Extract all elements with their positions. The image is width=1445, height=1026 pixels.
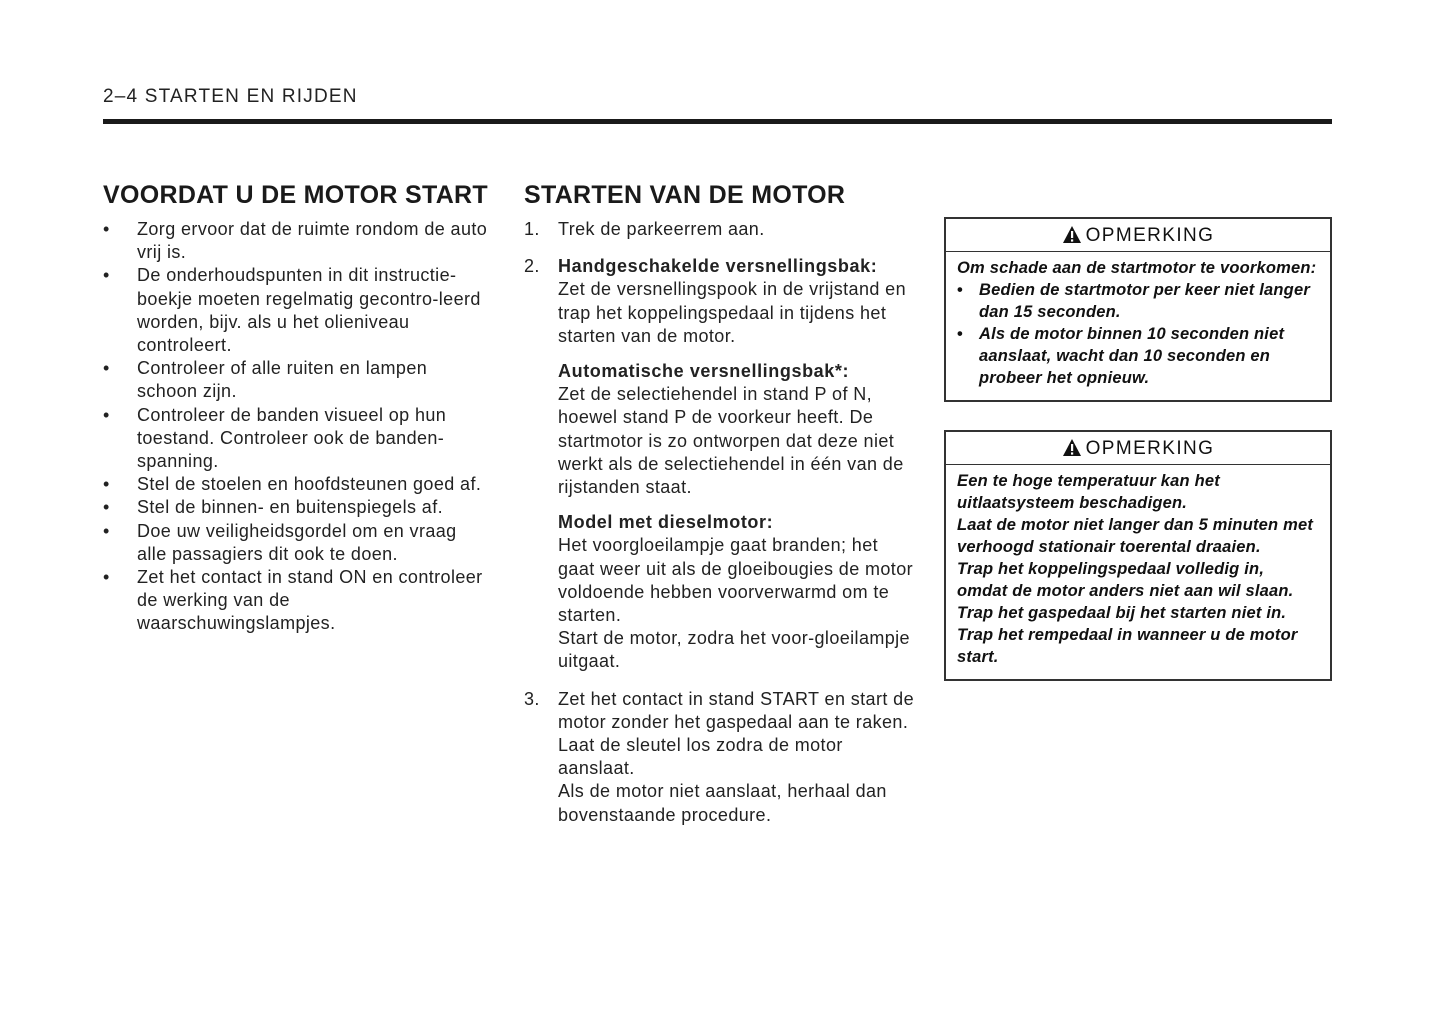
step-text: Trek de parkeerrem aan. — [558, 219, 765, 239]
note-line: Trap het gaspedaal bij het starten niet in. — [957, 604, 1287, 622]
starting-engine-section — [524, 178, 919, 827]
bullet-icon: • — [103, 474, 110, 495]
bullet-icon: • — [103, 497, 110, 518]
list-item: • Als de motor binnen 10 seconden niet aanslaat, wacht dan 10 seconden en probeer het opnieuw. — [957, 325, 1285, 387]
list-item: • Controleer of alle ruiten en lampen schoon zijn. — [103, 358, 428, 402]
note-title: OPMERKING — [946, 219, 1330, 252]
note-line: Laat de motor niet langer dan 5 minuten met verhoogd stationair toerental draaien. — [957, 516, 1314, 556]
notes-column — [944, 217, 1332, 681]
automatic-gearbox-block — [558, 360, 919, 499]
diesel-model-block — [558, 511, 919, 673]
note-body — [946, 465, 1330, 679]
before-start-checklist — [103, 218, 488, 636]
list-item: • Controleer de banden visueel op hun toestand. Controleer ook de banden-spanning. — [103, 404, 447, 472]
list-item: • Stel de stoelen en hoofdsteunen goed af. — [103, 473, 488, 496]
bullet-icon: • — [957, 281, 963, 299]
page-header: 2–4 STARTEN EN RIJDEN — [103, 86, 358, 107]
step-text: Zet het contact in stand START en start de motor zonder het gaspedaal aan te raken. — [558, 688, 914, 732]
bullet-icon: • — [103, 520, 110, 541]
manual-gearbox-block — [558, 255, 919, 348]
list-item: • Zorg ervoor dat de ruimte rondom de auto vrij is. — [103, 219, 488, 263]
note-line: Trap het rempedaal in wanneer u de motor start. — [957, 626, 1298, 666]
step-2 — [524, 255, 919, 673]
note-line: Trap het koppelingspedaal volledig in, omdat de motor anders niet aan wil slaan. — [957, 560, 1294, 600]
diesel-model-heading: Model met dieselmotor: — [558, 512, 774, 533]
step-text-3: Als de motor niet aanslaat, herhaal dan bovenstaande procedure. — [558, 781, 887, 825]
bullet-icon: • — [103, 567, 110, 588]
list-item: • Doe uw veiligheidsgordel om en vraag alle passagiers dit ook te doen. — [103, 520, 457, 564]
manual-gearbox-text: Zet de versnellingspook in de vrijstand en trap het koppelingspedaal in tijdens het starten van de motor. — [558, 279, 906, 346]
bullet-icon: • — [103, 404, 110, 425]
note-box-starter — [944, 217, 1332, 402]
automatic-gearbox-text: Zet de selectiehendel in stand P of N, hoewel stand P de voorkeur heeft. De startmotor is zo ontworpen dat deze niet werkt als de selectiehendel in één van de rijstanden staat. — [558, 384, 904, 498]
automatic-gearbox-heading: Automatische versnellingsbak*: — [558, 361, 850, 382]
before-start-section — [103, 178, 488, 636]
section-title-before-start: VOORDAT U DE MOTOR START — [103, 181, 488, 209]
bullet-icon: • — [103, 265, 110, 286]
note-title: OPMERKING — [946, 432, 1330, 465]
note-body — [946, 252, 1330, 400]
header-divider — [103, 119, 1332, 124]
warning-triangle-icon — [1062, 435, 1082, 469]
note-intro: Om schade aan de startmotor te voorkomen: — [957, 259, 1317, 277]
step-text-2: Laat de sleutel los zodra de motor aanslaat. — [558, 735, 843, 779]
bullet-icon: • — [103, 219, 110, 239]
warning-triangle-icon — [1062, 222, 1082, 256]
bullet-icon: • — [957, 325, 963, 343]
list-item: • Zet het contact in stand ON en controleer de werking van de waarschuwingslampjes. — [103, 567, 483, 634]
list-item: • De onderhoudspunten in dit instructie-boekje moeten regelmatig gecontro-leerd worden, bijv. als u het olieniveau controleert. — [103, 265, 481, 356]
manual-gearbox-heading: Handgeschakelde versnellingsbak: — [558, 256, 878, 277]
starting-steps — [524, 218, 919, 827]
note-line: Een te hoge temperatuur kan het uitlaatsysteem beschadigen. — [957, 472, 1220, 512]
diesel-model-text-2: Start de motor, zodra het voor-gloeilampje uitgaat. — [558, 628, 910, 672]
step-1 — [524, 218, 919, 241]
step-3 — [524, 688, 919, 827]
list-item: • Stel de binnen- en buitenspiegels af. — [103, 496, 488, 519]
bullet-icon: • — [103, 358, 110, 379]
step-number: 1. — [524, 219, 540, 239]
step-number: 3. — [524, 688, 540, 709]
section-title-starting-engine: STARTEN VAN DE MOTOR — [524, 181, 846, 209]
note-box-exhaust — [944, 430, 1332, 681]
diesel-model-text: Het voorgloeilampje gaat branden; het gaat weer uit als de gloeibougies de motor voldoende hebben voorverwarmd om te starten. — [558, 535, 914, 626]
note-list — [957, 279, 1318, 389]
list-item: • Bedien de startmotor per keer niet langer dan 15 seconden. — [957, 281, 1310, 321]
step-number: 2. — [524, 256, 540, 277]
